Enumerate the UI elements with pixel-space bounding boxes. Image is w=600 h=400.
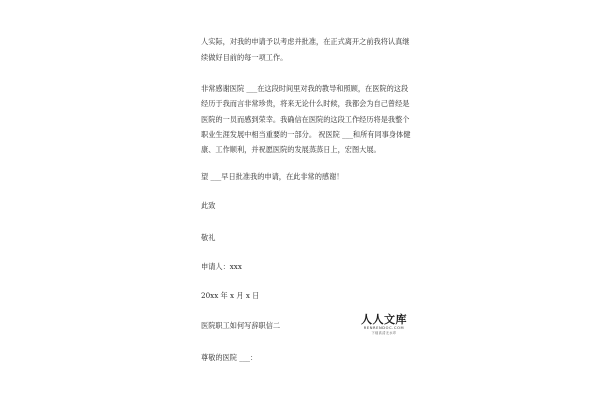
applicant-line: 申请人：xxx <box>201 262 242 271</box>
text-line: 康、工作顺利，并祝愿医院的发展蒸蒸日上，宏图大展。 <box>201 145 381 154</box>
text-line: 经历于我而言非常珍贵，将来无论什么时候，我都会为自己曾经是 <box>201 99 410 108</box>
text-line: 医院的一员而感到荣幸。我确信在医院的这段工作经历将是我整个 <box>201 115 410 124</box>
text-line: 职业生涯发展中相当重要的一部分。 祝医院 ___和所有同事身体健 <box>201 130 411 139</box>
watermark-url: RENRENDOC.COM <box>363 326 405 330</box>
watermark-logo <box>355 314 413 335</box>
section-heading: 医院职工如何写辞职信二 <box>201 321 281 330</box>
greeting-line: 尊敬的医院 ___： <box>201 353 258 362</box>
text-line: 非常感谢医院 ___在这段时间里对我的教导和照顾，在医院的这段 <box>201 84 409 93</box>
text-line: 望 ___早日批准我的申请，在此非常的感谢！ <box>201 172 344 181</box>
closing-text: 此致 <box>201 201 216 210</box>
date-line: 20xx 年 x 月 x 日 <box>201 291 260 300</box>
watermark-tagline: 下载高清无水印 <box>371 331 397 335</box>
watermark-title: 人人文库 <box>361 313 407 326</box>
text-line: 人实际，对我的申请予以考虑并批准，在正式离开之前我将认真继 <box>201 37 410 46</box>
text-line: 续做好目前的每一项工作。 <box>201 53 288 62</box>
salutation-text: 敬礼 <box>201 233 216 242</box>
